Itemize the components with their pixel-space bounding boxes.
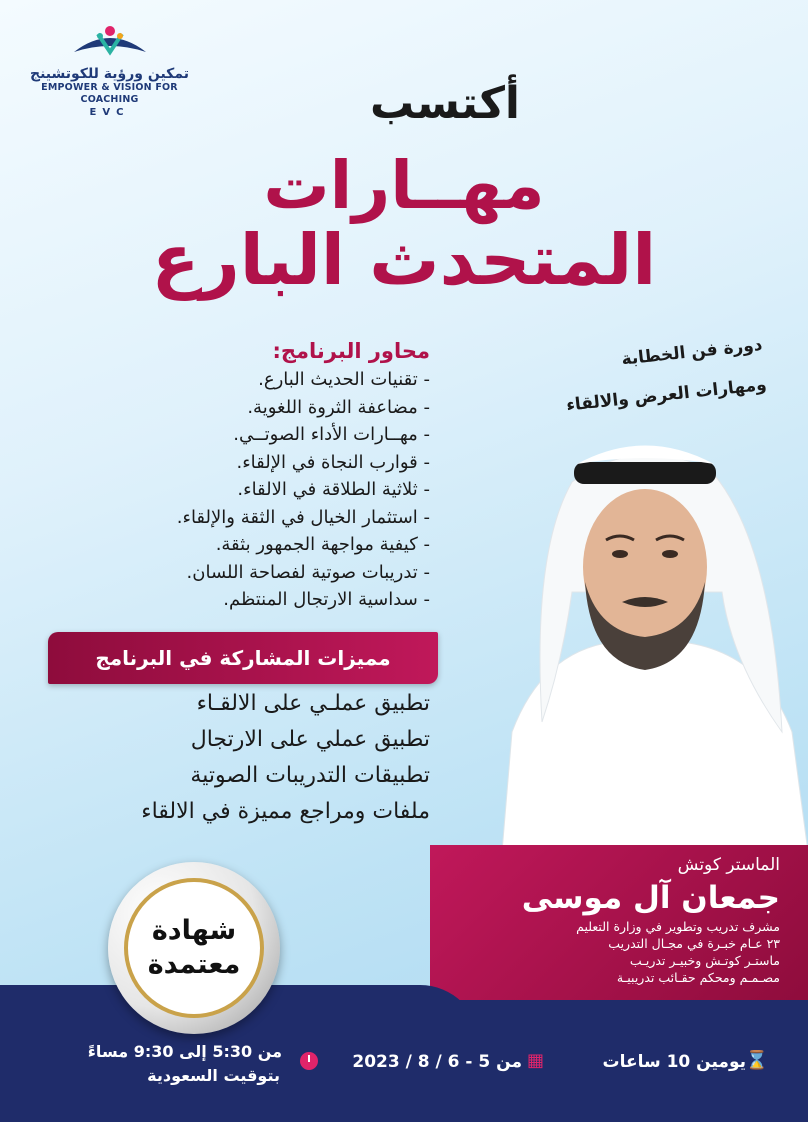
coach-title: الماستر كوتش	[677, 855, 780, 875]
list-item: ملفات ومراجع مميزة في الالقاء	[141, 799, 430, 824]
list-item: - قوارب النجاة في الإلقاء.	[236, 451, 430, 473]
time-text: من 5:30 إلى 9:30 مساءً	[87, 1042, 282, 1061]
course-line-2: ومهارات العرض والالقاء	[565, 374, 768, 416]
logo-mark-icon	[70, 22, 150, 62]
list-item: - مهــارات الأداء الصوتــي.	[233, 424, 430, 445]
course-subtitle	[560, 325, 768, 426]
headline-acquire: أكتسب	[370, 78, 520, 129]
calendar-icon: ▦	[526, 1050, 544, 1071]
list-item: تطبيقات التدريبات الصوتية	[190, 763, 430, 788]
certificate-badge	[108, 862, 280, 1034]
timezone-text: بتوقيت السعودية	[147, 1066, 280, 1085]
list-item: - ثلاثية الطلاقة في الالقاء.	[237, 479, 430, 500]
list-item: - سداسية الارتجال المنتظم.	[223, 589, 430, 610]
clock-icon	[300, 1052, 318, 1070]
coach-line: مصـمـم ومحكم حقـائب تدريبيـة	[616, 970, 780, 985]
features-list	[30, 686, 430, 830]
duration-text: يومين 10 ساعات	[602, 1052, 746, 1072]
coach-info	[440, 852, 780, 986]
coach-photo	[482, 432, 808, 852]
logo	[22, 22, 197, 119]
hourglass-icon: ⌛	[745, 1050, 768, 1071]
course-line-1: دورة فن الخطابة	[620, 334, 764, 370]
program-axes	[30, 336, 430, 614]
list-item: - استثمار الخيال في الثقة والإلقاء.	[176, 506, 430, 528]
axes-title: محاور البرنامج:	[272, 339, 430, 363]
dates-text: من 5 - 6 / 8 / 2023	[352, 1052, 522, 1072]
coach-line: مشرف تدريب وتطوير في وزارة التعليم	[576, 919, 780, 934]
axes-list	[30, 366, 430, 614]
headline-speaker: المتحدث البارع	[151, 219, 657, 301]
certificate-inner	[124, 878, 264, 1018]
coach-line: ماستـر كوتـش وخبيـر تدريـب	[629, 953, 780, 968]
headline-skills: مهــارات	[263, 147, 545, 224]
certificate-line-1: شهادة	[151, 915, 237, 946]
coach-name: جمعان آل موسى	[521, 880, 780, 916]
list-item: - مضاعفة الثروة اللغوية.	[247, 396, 430, 418]
features-banner: مميزات المشاركة في البرنامج	[48, 632, 438, 684]
logo-arabic: تمكين ورؤية للكوتشينج	[30, 66, 189, 82]
list-item: - كيفية مواجهة الجمهور بثقة.	[215, 534, 430, 555]
logo-abbr: EVC	[89, 107, 130, 118]
list-item: تطبيق عملي على الارتجال	[190, 727, 430, 752]
list-item: تطبيق عملـي على الالقـاء	[196, 691, 430, 716]
list-item: - تدريبات صوتية لفصاحة اللسان.	[186, 561, 430, 583]
certificate-line-2: معتمدة	[147, 949, 241, 980]
coach-line: ٢٣ عـام خبـرة في مجـال التدريب	[608, 936, 780, 951]
list-item: - تقنيات الحديث البارع.	[258, 369, 430, 390]
logo-english: EMPOWER & VISION FOR COACHING	[41, 82, 178, 105]
